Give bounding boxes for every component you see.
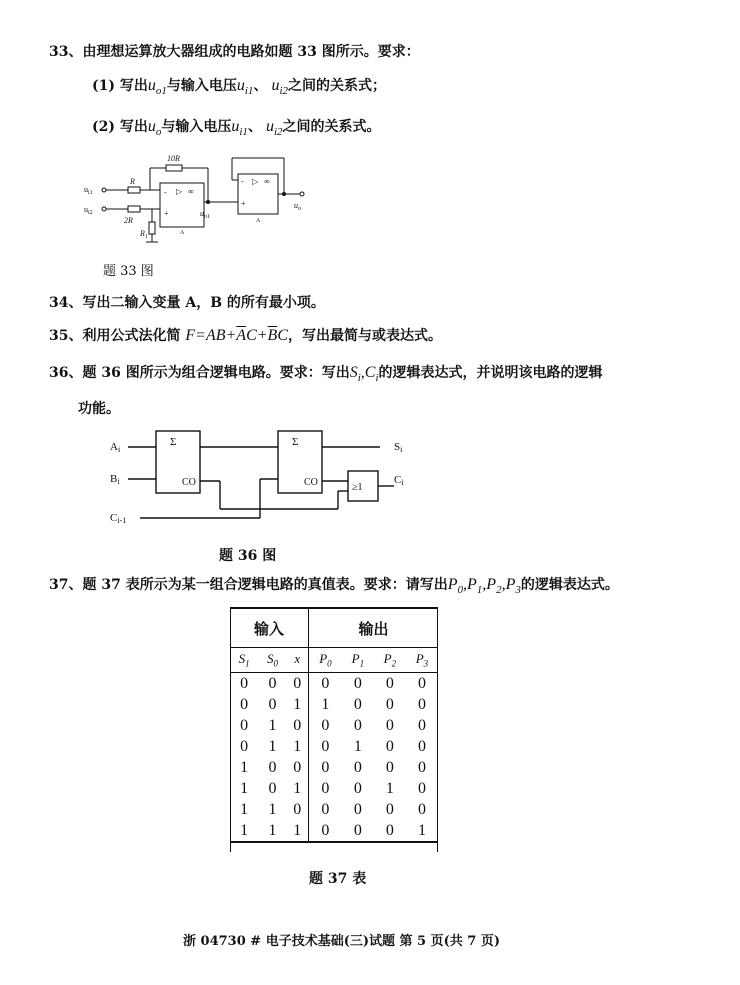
svg-text:Σ: Σ: [170, 436, 177, 448]
table-cell: 0: [309, 736, 342, 757]
table-cell: 1: [293, 695, 302, 713]
table-cell: 0: [417, 737, 426, 755]
table-cell: 1: [293, 779, 302, 797]
table-cell: 1: [268, 737, 277, 755]
table-row: [230, 673, 438, 695]
table-cell: 0: [353, 716, 362, 734]
table-cell: 0: [309, 673, 342, 695]
table-cell: 1: [258, 820, 286, 842]
table-cell: 0: [309, 715, 342, 736]
table-header-output: 输出: [309, 608, 439, 648]
table-cell: 0: [309, 778, 342, 799]
table-row: [230, 694, 438, 715]
table-cell: 0: [385, 716, 394, 734]
table-cell: 0: [417, 800, 426, 818]
table-cell: 0: [385, 674, 394, 692]
table-cell: 1: [240, 800, 249, 818]
table-cell: 0: [385, 800, 394, 818]
svg-text:▷: ▷: [252, 177, 259, 186]
table-cell: 1: [385, 779, 394, 797]
svg-text:CO: CO: [304, 477, 318, 488]
svg-text:▷: ▷: [176, 187, 183, 196]
table-cell: 0: [353, 695, 362, 713]
q34-stem: 34、写出二输入变量 A，B 的所有最小项。: [49, 295, 325, 311]
svg-text:uo1: $u_{o1}$: [200, 209, 210, 220]
table-row: [230, 778, 438, 799]
q36-figure-caption: 题 36 图: [219, 548, 277, 564]
svg-text:∞: ∞: [188, 187, 194, 196]
table-cell: 0: [268, 674, 277, 692]
table-cell: 0: [385, 737, 394, 755]
svg-text:R: R: [130, 177, 135, 186]
table-symbol-cell: $P_2$: [374, 648, 406, 673]
svg-text:2R: 2R: [124, 216, 133, 225]
svg-text:Ci: Ci: [394, 474, 404, 487]
q35-stem: 35、利用公式法化简 $F=AB+\overline{A}C+\overline{B}C$，写出最简与或表达式。: [49, 327, 442, 344]
svg-text:R1: $R_1$: [140, 229, 148, 240]
table-cell: 0: [353, 674, 362, 692]
table-cell: 0: [309, 757, 342, 778]
svg-text:-: -: [241, 177, 244, 186]
table-header-input: 输入: [230, 608, 309, 648]
q37-table-caption: 题 37 表: [309, 871, 367, 887]
table-cell: 0: [240, 716, 249, 734]
table-cell: 0: [293, 674, 302, 692]
table-cell: 0: [417, 758, 426, 776]
table-cell: 0: [309, 799, 342, 820]
table-symbol-cell: x: [287, 648, 309, 673]
q33-sub2: (2) 写出$u_o$与输入电压$u_{i1}$、 $u_{i2}$之间的关系式。: [92, 118, 381, 138]
table-symbol-cell: $S_1$: [230, 648, 258, 673]
table-symbol-cell: $P_1$: [342, 648, 374, 673]
table-cell: 1: [240, 779, 249, 797]
q33-sub1: (1) 写出$u_{o1}$与输入电压$u_{i1}$、 $u_{i2}$之间的关系式；: [92, 77, 386, 97]
svg-text:-: -: [164, 188, 167, 197]
table-cell: 0: [268, 779, 277, 797]
table-cell: 1: [268, 716, 277, 734]
table-row: [230, 736, 438, 757]
truth-table: [230, 607, 438, 843]
table-cell: 0: [293, 758, 302, 776]
svg-text:ui1: $u_{i1}$: [84, 185, 93, 196]
svg-text:ui2: $u_{i2}$: [84, 205, 93, 216]
table-cell: 1: [406, 820, 438, 842]
table-row: [230, 799, 438, 820]
table-cell: 0: [268, 695, 277, 713]
table-cell: 0: [374, 820, 406, 842]
table-cell: 1: [309, 694, 342, 715]
table-cell: 1: [293, 737, 302, 755]
svg-text:≥1: ≥1: [352, 482, 363, 493]
table-cell: 0: [385, 695, 394, 713]
table-cell: 0: [240, 737, 249, 755]
page-footer: 浙 04730 # 电子技术基础(三)试题 第 5 页(共 7 页): [183, 934, 501, 949]
svg-text:A: A: [180, 230, 185, 236]
table-cell: 0: [293, 800, 302, 818]
table-row: [230, 715, 438, 736]
svg-text:Si: Si: [394, 441, 403, 454]
svg-text:Ci-1: Ci-1: [110, 512, 127, 525]
table-cell: 0: [417, 695, 426, 713]
table-cell: 0: [353, 800, 362, 818]
table-cell: 0: [268, 758, 277, 776]
q37-stem: 37、题 37 表所示为某一组合逻辑电路的真值表。要求：请写出$P_0,P_1,P_2,P_3$的逻辑表达式。: [49, 576, 619, 596]
table-cell: 1: [268, 800, 277, 818]
svg-text:Σ: Σ: [292, 436, 299, 448]
svg-text:Bi: Bi: [110, 473, 120, 486]
table-cell: 0: [417, 716, 426, 734]
table-symbol-cell: $S_0$: [258, 648, 286, 673]
table-row: [230, 820, 438, 842]
svg-text:10R: 10R: [167, 154, 180, 163]
q36-stem-line2: 功能。: [78, 401, 120, 417]
svg-text:Ai: Ai: [110, 441, 121, 454]
table-cell: 0: [293, 716, 302, 734]
table-cell: 0: [417, 779, 426, 797]
svg-text:∞: ∞: [264, 177, 270, 186]
table-body: [230, 673, 438, 843]
svg-text:uo: $u_o$: [294, 201, 301, 212]
table-cell: 1: [287, 820, 309, 842]
table-cell: 0: [342, 820, 374, 842]
table-cell: 1: [353, 737, 362, 755]
svg-text:CO: CO: [182, 477, 196, 488]
svg-text:A: A: [256, 218, 261, 224]
table-cell: 0: [353, 758, 362, 776]
table-symbol-row: [230, 648, 438, 673]
q36-stem: 36、题 36 图所示为组合逻辑电路。要求：写出$S_i,C_i$的逻辑表达式，并说明该电路的逻辑: [49, 364, 603, 384]
table-cell: 0: [353, 779, 362, 797]
table-cell: 0: [240, 695, 249, 713]
table-cell: 1: [230, 820, 258, 842]
table-symbol-cell: $P_3$: [406, 648, 438, 673]
svg-text:+: +: [164, 209, 169, 218]
q33-circuit-figure: [80, 150, 320, 250]
q36-logic-figure: [110, 425, 420, 530]
table-row: [230, 757, 438, 778]
q33-figure-caption: 题 33 图: [103, 264, 154, 279]
table-cell: 0: [309, 820, 342, 842]
table-cell: 1: [240, 758, 249, 776]
table-cell: 0: [417, 674, 426, 692]
table-cell: 0: [240, 674, 249, 692]
svg-text:+: +: [241, 199, 246, 208]
q33-stem: 33、由理想运算放大器组成的电路如题 33 图所示。要求：: [49, 44, 420, 60]
table-cell: 0: [385, 758, 394, 776]
table-symbol-cell: $P_0$: [309, 648, 342, 673]
